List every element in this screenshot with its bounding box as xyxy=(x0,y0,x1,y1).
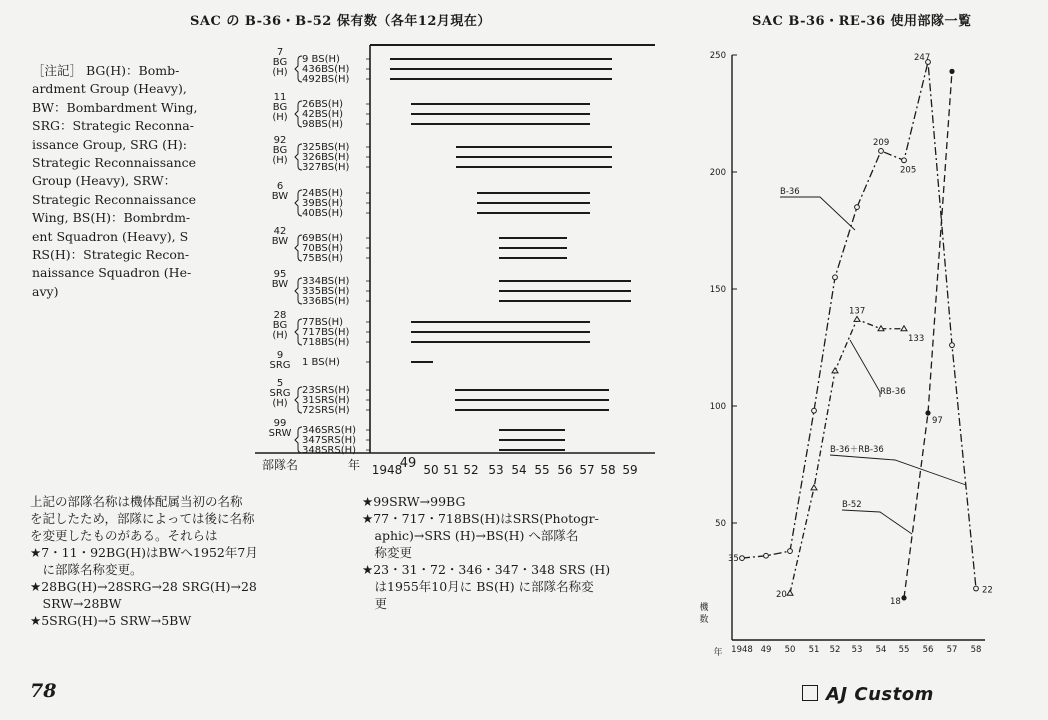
unit-label: 336BS(H) xyxy=(302,296,350,307)
group-label: (H) xyxy=(272,398,288,409)
y-axis-label-char: 機 xyxy=(699,603,709,613)
note-line: ent Squadron (Heavy), S xyxy=(32,228,189,244)
x-tick-label: 53 xyxy=(851,645,863,655)
y-tick-label: 250 xyxy=(709,51,726,61)
legend-label: B-36＋RB-36 xyxy=(830,445,884,455)
point-label: 247 xyxy=(914,53,931,64)
unit-label: 334BS(H) xyxy=(302,276,350,287)
data-point xyxy=(902,158,907,163)
note-line: SRG：Strategic Reconna- xyxy=(32,118,194,134)
data-point xyxy=(812,408,817,413)
text-line: は1955年10月に BS(H) に部隊名称変 xyxy=(362,579,594,594)
text-line: ★77・717・718BS(H)はSRS(Photogr- xyxy=(362,511,599,526)
text-line: ★99SRW→99BG xyxy=(362,494,466,509)
x-tick-label: 58 xyxy=(970,645,982,655)
legend-label: B-52 xyxy=(842,500,862,510)
note-line: Strategic Reconnaissance xyxy=(32,191,197,207)
unit-label: 40BS(H) xyxy=(302,208,344,219)
group-brace xyxy=(295,319,302,345)
data-point xyxy=(833,275,838,280)
legend-label: RB-36 xyxy=(880,387,906,397)
unit-header: 部隊名 xyxy=(262,458,299,472)
note-block xyxy=(32,62,238,301)
unit-label: 347SRS(H) xyxy=(302,435,357,446)
note-line: Wing, BS(H)：Bombrdm- xyxy=(32,210,191,226)
lower-left-text xyxy=(30,493,258,629)
y-tick-label: 150 xyxy=(709,285,726,295)
unit-label: 70BS(H) xyxy=(302,243,344,254)
group-brace xyxy=(295,427,302,453)
group-label: 9 xyxy=(276,350,284,361)
data-point xyxy=(764,553,769,558)
unit-label: 75BS(H) xyxy=(302,253,344,264)
group-label: 11 xyxy=(273,92,287,103)
unit-label: 69BS(H) xyxy=(302,233,344,244)
unit-label: 327BS(H) xyxy=(302,162,350,173)
unit-label: 717BS(H) xyxy=(302,327,350,338)
point-label: 209 xyxy=(873,137,890,148)
year-tick-label: 59 xyxy=(622,463,638,477)
y-tick-label: 200 xyxy=(709,168,726,178)
point-label: 137 xyxy=(849,306,866,317)
data-point xyxy=(788,549,793,554)
unit-label: 31SRS(H) xyxy=(302,395,350,406)
note-line: ［注記］ BG(H)：Bomb- xyxy=(32,63,180,78)
y-tick-label: 100 xyxy=(709,402,726,412)
unit-label: 72SRS(H) xyxy=(302,405,350,416)
text-line: aphic)→SRS (H)→BS(H) へ部隊名 xyxy=(362,528,579,543)
group-label: 6 xyxy=(276,181,284,192)
year-tick-label: 1948 xyxy=(371,463,403,477)
group-label: SRG xyxy=(269,360,291,371)
text-line: ★5SRG(H)→5 SRW→5BW xyxy=(30,613,192,628)
year-tick-label: 57 xyxy=(579,463,595,477)
point-label: 22 xyxy=(982,585,993,596)
text-line: ★28BG(H)→28SRG→28 SRG(H)→28 xyxy=(30,579,257,594)
unit-label: 9 BS(H) xyxy=(302,54,340,65)
note-line: naissance Squadron (He- xyxy=(32,265,192,281)
x-tick-label: 1948 xyxy=(731,645,753,655)
year-tick-label: 55 xyxy=(534,463,550,477)
y-axis-label-char: 数 xyxy=(699,615,709,625)
x-tick-label: 57 xyxy=(946,645,958,655)
legend-leader-line xyxy=(780,197,855,230)
data-point xyxy=(855,205,860,210)
legend-leader-line xyxy=(830,455,966,485)
x-tick-label: 54 xyxy=(875,645,887,655)
note-line: ardment Group (Heavy), xyxy=(32,81,187,97)
unit-timeline-chart xyxy=(240,40,660,480)
legend-label: B-36 xyxy=(780,187,800,197)
data-point xyxy=(854,316,860,321)
unit-label: 335BS(H) xyxy=(302,286,350,297)
data-point xyxy=(949,69,954,74)
group-brace xyxy=(295,387,302,413)
year-tick-label: 50 xyxy=(423,463,439,477)
note-line: RS(H)：Strategic Recon- xyxy=(32,247,190,263)
text-line: 更 xyxy=(362,596,388,611)
note-line: issance Group, SRG (H): xyxy=(32,136,187,152)
legend-leader-line xyxy=(850,340,880,397)
page-number: 78 xyxy=(30,680,57,702)
group-brace xyxy=(295,190,302,216)
group-label: (H) xyxy=(272,330,288,341)
group-label: (H) xyxy=(272,155,288,166)
group-label: BG xyxy=(272,320,288,331)
unit-label: 98BS(H) xyxy=(302,119,344,130)
x-tick-label: 55 xyxy=(898,645,910,655)
group-label: SRG xyxy=(269,388,291,399)
unit-label: 348SRS(H) xyxy=(302,445,357,456)
unit-label: 23SRS(H) xyxy=(302,385,350,396)
group-label: BW xyxy=(271,236,289,247)
data-point xyxy=(787,590,793,595)
x-tick-label: 49 xyxy=(760,645,772,655)
unit-label: 436BS(H) xyxy=(302,64,350,75)
point-label: 35 xyxy=(728,554,739,565)
unit-label: 24BS(H) xyxy=(302,188,344,199)
group-label: SRW xyxy=(268,428,292,439)
group-label: BG xyxy=(272,145,288,156)
point-label: 20 xyxy=(776,590,787,601)
point-label: 205 xyxy=(900,165,917,176)
group-brace xyxy=(295,278,302,304)
x-tick-label: 56 xyxy=(922,645,934,655)
text-line: を記したため，部隊によっては後に名称 xyxy=(30,511,255,526)
year-tick-label: 58 xyxy=(600,463,616,477)
data-point xyxy=(811,485,817,490)
note-line: Strategic Reconnaissance xyxy=(32,155,197,171)
year-tick-label: 52 xyxy=(463,463,479,477)
year-tick-label: 56 xyxy=(557,463,573,477)
text-line: ★7・11・92BG(H)はBWへ1952年7月 xyxy=(30,545,258,560)
unit-label: 77BS(H) xyxy=(302,317,344,328)
legend-leader-line xyxy=(842,510,912,534)
year-tick-label: 51 xyxy=(443,463,459,477)
brand-mark xyxy=(802,684,934,705)
group-label: 95 xyxy=(273,269,287,280)
point-label: 133 xyxy=(908,333,925,344)
group-label: 92 xyxy=(273,135,287,146)
note-line: Group (Heavy), SRW： xyxy=(32,173,177,189)
year-header: 年 xyxy=(348,458,361,472)
group-brace xyxy=(295,101,302,127)
unit-label: 492BS(H) xyxy=(302,74,350,85)
data-point xyxy=(740,556,745,561)
group-label: BG xyxy=(272,57,288,68)
brand-text: AJ Custom xyxy=(826,684,934,705)
note-line: BW：Bombardment Wing, xyxy=(32,99,198,115)
group-label: 99 xyxy=(273,418,287,429)
group-label: (H) xyxy=(272,112,288,123)
data-point xyxy=(925,410,930,415)
unit-label: 346SRS(H) xyxy=(302,425,357,436)
note-line: avy) xyxy=(32,283,59,299)
unit-label: 1 BS(H) xyxy=(302,357,340,368)
point-label: 97 xyxy=(932,416,943,427)
point-label: 18 xyxy=(890,596,901,607)
unit-label: 26BS(H) xyxy=(302,99,344,110)
group-label: (H) xyxy=(272,67,288,78)
data-point xyxy=(879,149,884,154)
text-line: SRW→28BW xyxy=(30,596,122,611)
data-point xyxy=(974,586,979,591)
x-tick-label: 51 xyxy=(808,645,820,655)
group-label: 28 xyxy=(273,310,287,321)
aircraft-count-chart xyxy=(690,40,993,680)
y-tick-label: 50 xyxy=(715,519,726,529)
group-label: 42 xyxy=(273,226,287,237)
x-axis-label: 年 xyxy=(713,648,723,658)
unit-label: 39BS(H) xyxy=(302,198,344,209)
text-line: 上記の部隊名称は機体配属当初の名称 xyxy=(30,494,243,509)
unit-label: 325BS(H) xyxy=(302,142,350,153)
group-brace xyxy=(295,144,302,170)
square-icon xyxy=(802,685,818,701)
year-tick-label: 53 xyxy=(488,463,504,477)
text-line: 称変更 xyxy=(362,545,413,560)
annotation-49: 49 xyxy=(399,456,417,471)
group-label: 7 xyxy=(276,47,284,58)
text-line: を変更したものがある。それらは xyxy=(30,528,218,543)
right-chart-title: SAC B-36・RE-36 使用部隊一覧 xyxy=(752,14,972,29)
x-tick-label: 50 xyxy=(784,645,796,655)
data-point xyxy=(901,595,906,600)
year-tick-label: 54 xyxy=(511,463,527,477)
group-brace xyxy=(295,235,302,261)
text-line: ★23・31・72・346・347・348 SRS (H) xyxy=(362,562,611,577)
group-label: BW xyxy=(271,191,289,202)
data-point xyxy=(832,368,838,373)
data-point xyxy=(950,343,955,348)
data-point xyxy=(901,326,907,331)
lower-middle-text xyxy=(362,493,610,612)
group-label: 5 xyxy=(276,378,284,389)
unit-label: 326BS(H) xyxy=(302,152,350,163)
unit-label: 42BS(H) xyxy=(302,109,344,120)
group-brace xyxy=(295,56,302,82)
left-chart-title: SAC の B-36・B-52 保有数（各年12月現在） xyxy=(190,14,491,29)
group-label: BG xyxy=(272,102,288,113)
text-line: に部隊名称変更。 xyxy=(30,562,143,577)
group-label: BW xyxy=(271,279,289,290)
x-tick-label: 52 xyxy=(829,645,841,655)
unit-label: 718BS(H) xyxy=(302,337,350,348)
